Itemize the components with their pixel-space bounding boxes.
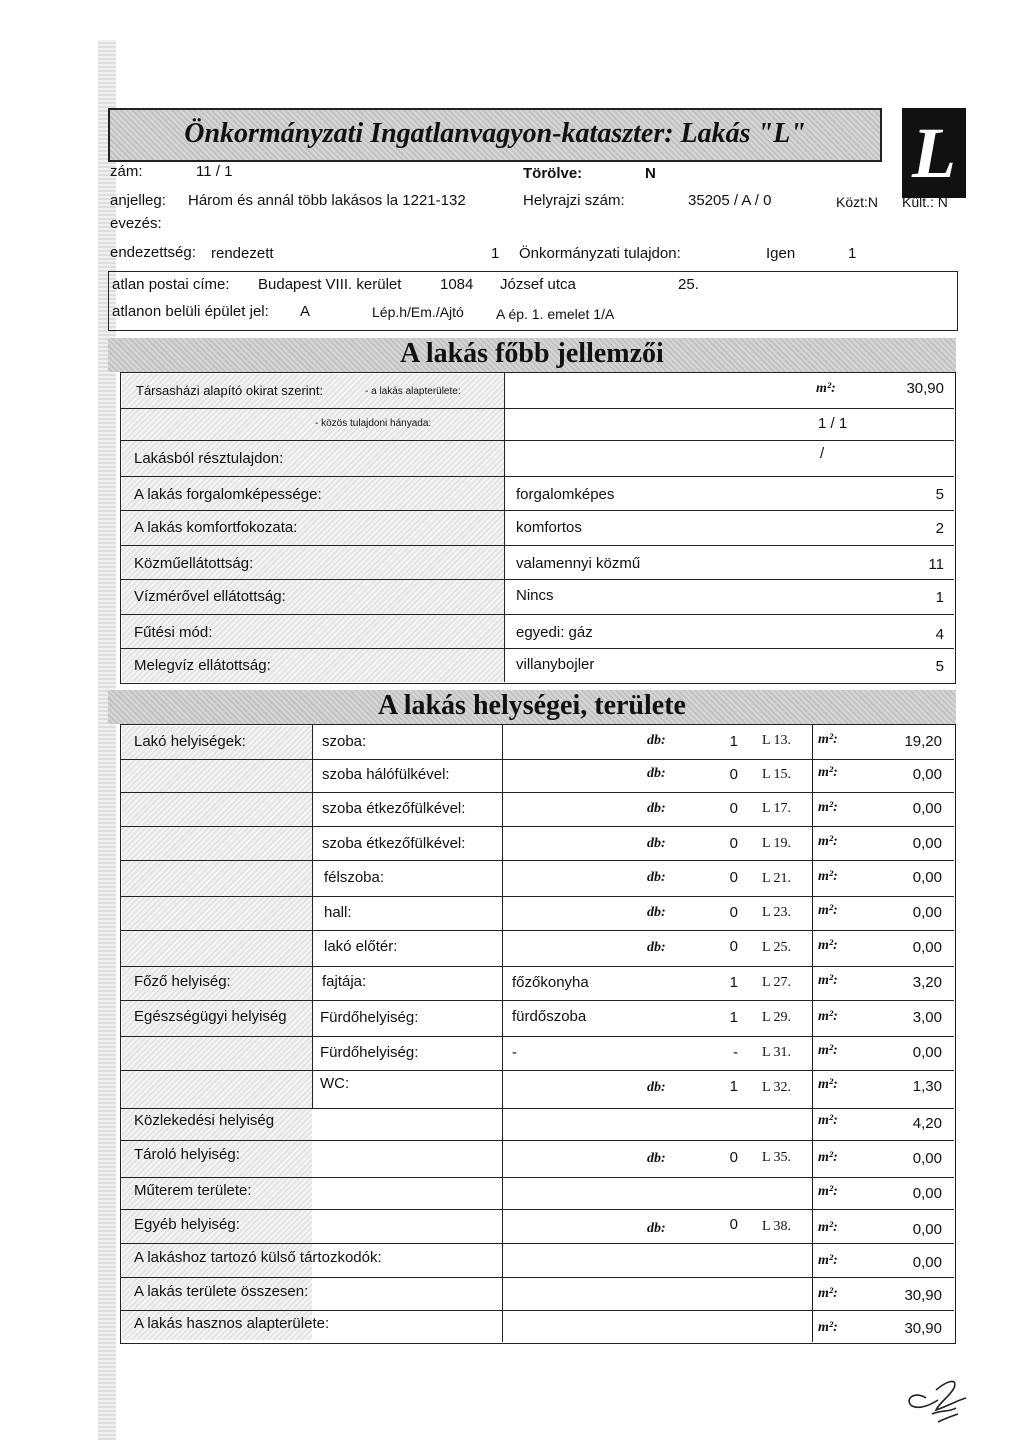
room-code: L 13. [762,733,792,748]
room-subtype: szoba étkezőfülkével: [322,835,466,852]
s2-line [120,1209,954,1210]
postai-label: atlan postai címe: [112,276,230,293]
summary-area: 30,90 [904,1287,942,1304]
s2-divider-a [312,724,313,1109]
room-area: 0,00 [912,835,942,852]
room-db-value: 0 [729,938,738,955]
summary-area: 30,90 [904,1320,942,1337]
s1-row-code: 5 [935,658,944,675]
hrsz-value: 35205 / A / 0 [688,192,772,209]
signature-stroke [909,1381,966,1422]
s1-row-value: egyedi: gáz [516,624,593,641]
room-db-value: 1 [729,1009,738,1026]
rendezettseg-label: endezettség: [110,244,196,261]
room-db-value: 1 [729,974,738,991]
address-zip: 1084 [440,276,474,293]
s2-line [120,1000,954,1001]
summary-area: 0,00 [912,1254,942,1271]
room-db-label: db: [647,870,666,885]
section2-title: A lakás helységei, területe [378,690,686,721]
summary-label: A lakás területe összesen: [134,1283,309,1300]
logo-l: L [902,108,966,198]
room-code: L 25. [762,940,792,955]
s2-line [120,1243,954,1244]
s1-row-label: Közműellátottság: [134,555,254,572]
room-db-label: db: [647,1080,666,1095]
room-db-label: db: [647,836,666,851]
s1-line [120,510,954,511]
alapterulet-value: 30,90 [906,380,944,397]
jelleg-value: Három és annál több lakásos la 1221-132 [188,192,466,209]
hanyad-label: - közös tulajdoni hányada: [315,418,432,429]
room-db-value: 0 [729,835,738,852]
room-m2-label: m²: [818,834,838,849]
summary-code: L 35. [762,1150,792,1165]
kozt-value: Közt:N [836,194,879,210]
room-area: 0,00 [912,939,942,956]
summary-m2-label: m²: [818,1113,838,1128]
s1-row-code: 4 [935,626,944,643]
room-code: L 29. [762,1010,792,1025]
epulet-value: A [300,303,311,320]
s1-line [120,579,954,580]
room-db-value: 0 [729,766,738,783]
room-subtype: szoba hálófülkével: [322,766,450,783]
summary-label: A lakáshoz tartozó külső tártozkodók: [134,1249,382,1266]
s2-line [120,860,954,861]
s1-row-code: 1 [935,589,944,606]
room-area: 0,00 [912,869,942,886]
room-m2-label: m²: [818,938,838,953]
summary-db-label: db: [647,1151,666,1166]
lep-value: A ép. 1. emelet 1/A [496,306,615,322]
address-city: Budapest VIII. kerület [258,276,402,293]
room-subtype: szoba étkezőfülkével: [322,800,466,817]
s1-line [120,614,954,615]
s2-line [120,759,954,760]
summary-db-value: 0 [729,1149,738,1166]
room-subtype: WC: [320,1075,350,1092]
s2-line [120,826,954,827]
nevezes-label: evezés: [110,215,162,232]
resztulajdon-label: Lakásból résztulajdon: [134,450,284,467]
room-m2-label: m²: [818,765,838,780]
summary-m2-label: m²: [818,1286,838,1301]
rendezettseg-value: rendezett [211,245,274,262]
s2-line [120,1070,954,1071]
room-db-value: 0 [729,904,738,921]
s1-row-value: Nincs [516,587,554,604]
s1-line [120,648,954,649]
room-db-label: db: [647,733,666,748]
szam-value: 11 / 1 [196,163,233,180]
room-m2-label: m²: [818,1077,838,1092]
room-m2-label: m²: [818,1009,838,1024]
room-code: L 32. [762,1080,792,1095]
room-kind: fürdőszoba [512,1008,587,1025]
s1-row-value: villanybojler [516,656,595,673]
s1-line [120,408,954,409]
s1-row-value: valamennyi közmű [516,555,641,572]
room-area: 0,00 [912,1044,942,1061]
szam-label: zám: [110,163,143,180]
room-code: L 27. [762,975,792,990]
s2-divider-b [502,724,503,1342]
room-db-value: 0 [729,800,738,817]
room-db-label: db: [647,801,666,816]
s1-row-label: Vízmérővel ellátottság: [134,588,286,605]
s1-row-code: 11 [928,556,944,573]
tulajdon-value: Igen [766,245,796,262]
s1-line [120,545,954,546]
s2-line [120,930,954,931]
epulet-label: atlanon belüli épület jel: [112,303,269,320]
s2-divider-c [812,724,813,1342]
room-area: 0,00 [912,766,942,783]
s2-line [120,792,954,793]
room-subtype: fajtája: [322,973,367,990]
room-kind: főzőkonyha [512,974,589,991]
room-subtype: lakó előtér: [324,938,398,955]
room-subtype: hall: [324,904,352,921]
s1-line [120,476,954,477]
s2-line [120,1140,954,1141]
room-db-value: 1 [729,1078,738,1095]
room-db-value: 0 [729,869,738,886]
room-db-value: - [733,1044,738,1061]
room-subtype: Fürdőhelyiség: [320,1009,419,1026]
room-area: 3,20 [912,974,942,991]
s2-line [120,896,954,897]
kult-value: Kült.: N [902,194,948,210]
room-code: L 21. [762,871,792,886]
room-code: L 31. [762,1045,792,1060]
room-kind: - [512,1044,517,1061]
room-db-label: db: [647,905,666,920]
alapterulet-m2: m²: [816,381,836,396]
room-code: L 23. [762,905,792,920]
room-db-label: db: [647,940,666,955]
room-db-value: 1 [729,733,738,750]
tulajdon-label: Önkormányzati tulajdon: [519,245,681,262]
room-m2-label: m²: [818,732,838,747]
summary-label: A lakás hasznos alapterülete: [134,1315,330,1332]
s1-row-code: 5 [935,486,944,503]
summary-label: Egyéb helyiség: [134,1216,240,1233]
s2-line [120,1036,954,1037]
lep-label: Lép.h/Em./Ajtó [372,304,464,320]
s1-row-value: forgalomképes [516,486,615,503]
room-code: L 15. [762,767,792,782]
torolve-value: N [645,165,656,182]
room-area: 19,20 [904,733,942,750]
summary-db-value: 0 [729,1216,738,1233]
room-m2-label: m²: [818,1043,838,1058]
s1-row-label: A lakás komfortfokozata: [134,519,298,536]
room-area: 0,00 [912,800,942,817]
summary-label: Közlekedési helyiség [134,1112,275,1129]
s1-row-label: Melegvíz ellátottság: [134,657,271,674]
hanyad-value: 1 / 1 [818,415,848,432]
room-code: L 17. [762,801,792,816]
summary-area: 0,00 [912,1221,942,1238]
room-area: 1,30 [912,1078,942,1095]
page-title: Önkormányzati Ingatlanvagyon-kataszter: Lakás "L" [184,118,806,149]
summary-code: L 38. [762,1219,792,1234]
s2-line [120,1310,954,1311]
s2-line [120,1108,954,1109]
room-m2-label: m²: [818,973,838,988]
room-area: 3,00 [912,1009,942,1026]
tarsas-label: Társasházi alapító okirat szerint: [136,383,324,398]
summary-m2-label: m²: [818,1320,838,1335]
s2-line [120,966,954,967]
tulajdon-code: 1 [848,245,857,262]
room-area: 0,00 [912,904,942,921]
s1-divider [504,372,505,682]
room-category: Lakó helyiségek: [134,733,246,750]
s1-row-code: 2 [935,520,944,537]
signature [896,1370,986,1430]
room-m2-label: m²: [818,800,838,815]
summary-label: Tároló helyiség: [134,1146,240,1163]
room-subtype: szoba: [322,733,367,750]
section1-banner [108,338,956,372]
room-m2-label: m²: [818,903,838,918]
resztulajdon-value: / [820,445,825,462]
room-subtype: félszoba: [324,869,385,886]
summary-area: 0,00 [912,1150,942,1167]
s1-row-label: A lakás forgalomképessége: [134,486,322,503]
s1-row-label: Fűtési mód: [134,624,213,641]
section2-banner [108,690,956,724]
summary-area: 4,20 [912,1115,942,1132]
rendezettseg-code: 1 [491,245,500,262]
address-street: József utca [500,276,576,293]
summary-m2-label: m²: [818,1220,838,1235]
address-number: 25. [678,276,699,293]
torolve-label: Törölve: [523,165,583,182]
summary-m2-label: m²: [818,1184,838,1199]
room-m2-label: m²: [818,869,838,884]
s2-line [120,1177,954,1178]
summary-m2-label: m²: [818,1253,838,1268]
room-category: Főző helyiség: [134,973,231,990]
s1-line [120,440,954,441]
alapterulet-label: - a lakás alapterülete: [365,386,461,397]
summary-db-label: db: [647,1221,666,1236]
hrsz-label: Helyrajzi szám: [523,192,625,209]
section1-title: A lakás főbb jellemzői [400,338,664,369]
summary-area: 0,00 [912,1185,942,1202]
s2-line [120,1277,954,1278]
room-subtype: Fürdőhelyiség: [320,1044,419,1061]
summary-label: Műterem területe: [134,1182,252,1199]
room-code: L 19. [762,836,792,851]
room-category: Egészségügyi helyiség [134,1008,287,1025]
s1-row-value: komfortos [516,519,582,536]
jelleg-label: anjelleg: [110,192,166,209]
summary-m2-label: m²: [818,1150,838,1165]
header-banner [108,108,882,162]
room-db-label: db: [647,766,666,781]
